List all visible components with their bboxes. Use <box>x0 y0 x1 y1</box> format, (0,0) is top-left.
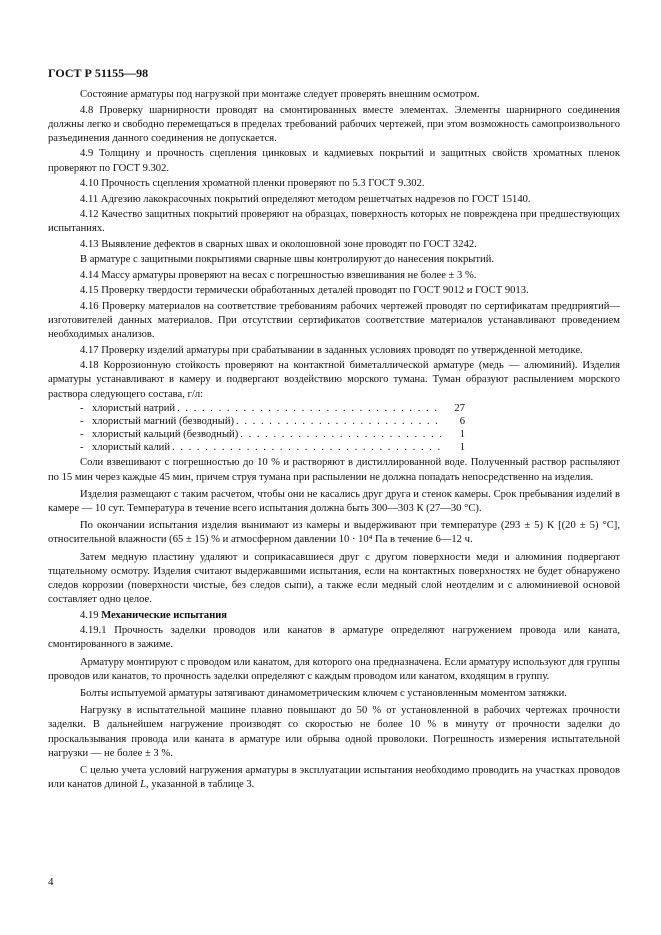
paragraph: 4.14 Массу арматуры проверяют на весах с погрешностью взвешивания не более ± 3 %. <box>80 269 477 281</box>
salt-item: - хлористый кальций (безводный) . . . 1 <box>80 429 465 442</box>
salt-item: - хлористый магний (безводный) . . . 6 <box>80 416 465 429</box>
salt-value: 27 <box>454 403 465 415</box>
section-number: 4.19 <box>80 609 99 621</box>
paragraph: 4.13 Выявление дефектов в сварных швах и околошовной зоне проводят по ГОСТ 3242. <box>80 238 477 250</box>
leader-dots <box>172 442 441 455</box>
leader-dots <box>236 416 441 429</box>
paragraph: 4.8 Проверку шарнирности проводят на смонтированных вместе элементах. Элементы шарнирного соединения должны легко и свободно перемещаться в пределах требований рабочих чертежей, при этом возможность самопроизвольного разъединения данного соединения не допускается. <box>48 104 620 144</box>
salt-item: - хлористый калий . . . 1 <box>80 442 465 455</box>
document-header: ГОСТ Р 51155—98 <box>48 66 149 80</box>
paragraph: Затем медную пластину удаляют и соприкасавшиеся друг с другом поверхности меди и алюминия подвергают тщательному осмотру. Изделия считают выдержавшими испытания, если на контактных поверхностях не будет обнаружено следов коррозии (поверхности чистые, без следов сыпи), а также если медный слой неотделим и с алюминиевой основой составляет одно целое. <box>48 551 620 606</box>
salt-name: хлористый кальций (безводный) <box>92 428 239 440</box>
document-body <box>48 88 620 794</box>
paragraph: Изделия размещают с таким расчетом, чтобы они не касались друг друга и стенок камеры. Срок пребывания изделий в камере — 10 сут. Температура в течение всего испытания должна быть 300—303 К (27—30 °С). <box>48 488 620 514</box>
paragraph: 4.17 Проверку изделий арматуры при срабатывании в заданных условиях проводят по утвержденной методике. <box>80 344 583 356</box>
salt-name: хлористый магний (безводный) <box>92 415 235 427</box>
paragraph: В арматуре с защитными покрытиями сварные швы контролируют до нанесения покрытий. <box>80 254 495 266</box>
paragraph: Арматуру монтируют с проводом или канатом, для которого она предназначена. Если арматуру используют для группы проводов или канатов, то прочность заделки определяют с каждым проводом или канатом, входящим в группу. <box>48 656 620 682</box>
salt-name: хлористый натрий <box>92 403 176 415</box>
paragraph: С целью учета условий нагружения арматуры в эксплуатации испытания необходимо проводить на участках проводов или канатов длиной L, указанной в таблице 3. <box>48 764 620 791</box>
paragraph: Соли взвешивают с погрешностью до 10 % и растворяют в дистиллированной воде. Полученный раствор распыляют по 15 мин через каждые 45 мин, причем струя тумана при распылении не должна попадать непосредственно на изделия. <box>48 457 620 483</box>
paragraph: 4.10 Прочность сцепления хроматной пленки проверяют по 5.3 ГОСТ 9.302. <box>80 178 425 190</box>
salt-name: хлористый калий <box>92 441 171 453</box>
paragraph: Болты испытуемой арматуры затягивают динамометрическим ключем с установленным моментом затяжки. <box>80 687 567 699</box>
salt-value: 1 <box>459 441 465 453</box>
leader-dots <box>240 429 441 442</box>
paragraph: 4.15 Проверку твердости термически обработанных деталей проводят по ГОСТ 9012 и ГОСТ 9013. <box>80 285 529 297</box>
salt-value: 1 <box>459 428 465 440</box>
variable-L: L <box>140 779 147 791</box>
paragraph: Нагрузку в испытательной машине плавно повышают до 50 % от установленной в рабочих чертежах прочности заделки. В дальнейшем нагружение производят со скоростью не более 10 % в минуту от прочности заделки до проскальзывания провода или каната в арматуре или обрыва одной проволоки. Погрешность измерения испытательной нагрузки — не более ± 3 %. <box>48 705 620 759</box>
paragraph: 4.9 Толщину и прочность сцепления цинковых и кадмиевых покрытий и защитных свойств хроматных пленок проверяют по ГОСТ 9.302. <box>48 148 620 174</box>
paragraph: Состояние арматуры под нагрузкой при монтаже следует проверять внешним осмотром. <box>80 89 480 100</box>
section-heading <box>48 609 620 623</box>
paragraph: 4.12 Качество защитных покрытий проверяют на образцах, поверхность которых не повреждена при предшествующих испытаниях. <box>48 209 620 235</box>
salt-composition-list <box>48 403 620 454</box>
paragraph: 4.16 Проверку материалов на соответствие требованиям рабочих чертежей проводят по сертификатам предприятий—изготовителей данных материалов. При отсутствии сертификатов соответствие материалов устанавливают проведением необходимых анализов. <box>48 300 620 341</box>
page-number: 4 <box>48 876 54 888</box>
leader-dots <box>177 403 441 416</box>
section-title: Механические испытания <box>101 609 228 621</box>
paragraph: 4.19.1 Прочность заделки проводов или канатов в арматуре определяют нагружением провода или каната, смонтированного в зажиме. <box>48 625 620 651</box>
paragraph: 4.18 Коррозионную стойкость проверяют на контактной биметаллической арматуре (медь — алюминий). Изделия арматуры устанавливают в камеру и подвергают воздействию морского тумана. Туман образуют распылением морского раствора следующего состава, г/л: <box>48 360 620 400</box>
salt-item: - хлористый натрий . . . 27 <box>80 403 465 416</box>
salt-value: 6 <box>459 415 465 427</box>
paragraph: 4.11 Адгезию лакокрасочных покрытий определяют методом решетчатых надрезов по ГОСТ 15140. <box>80 193 531 205</box>
paragraph: По окончании испытания изделия вынимают из камеры и выдерживают при температуре (293 ± 5) К [(20 ± 5) °С], относительной влажности (65 ± 15) % и атмосферном давлении 10 · 10⁴ Па в течение 6—12 ч. <box>48 520 620 546</box>
